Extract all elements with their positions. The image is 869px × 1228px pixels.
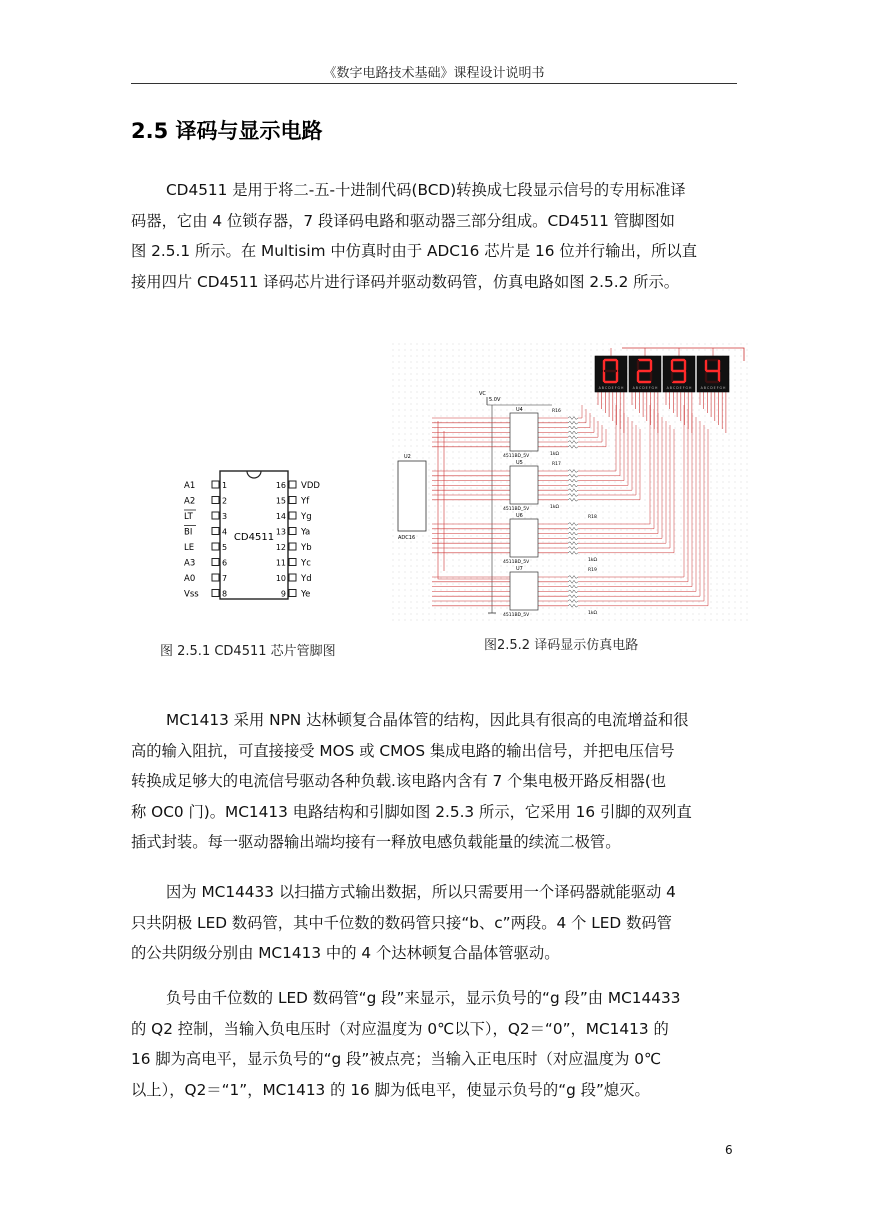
header-divider xyxy=(131,83,737,84)
decoder-chip xyxy=(510,519,538,557)
pin-number: 3 xyxy=(222,512,228,521)
paragraph-line: 因为 MC14433 以扫描方式输出数据，所以只需要用一个译码器就能驱动 4 xyxy=(166,883,676,901)
decoder-chip xyxy=(510,413,538,451)
paragraph-line: 图 2.5.1 所示。在 Multisim 中仿真时由于 ADC16 芯片是 16 位并行输出，所以直 xyxy=(131,242,698,260)
paragraph-line: 只共阴极 LED 数码管，其中千位数的数码管只接“b、c”两段。4 个 LED 数码管 xyxy=(131,913,672,932)
pin-number: 13 xyxy=(275,527,286,537)
pin-name: Yd xyxy=(301,574,312,584)
paragraph-line: 高的输入阻抗，可直接接受 MOS 或 CMOS 集成电路的输出信号，并把电压信号 xyxy=(131,741,675,760)
seven-segment-digit xyxy=(629,356,661,392)
pin-name: Vss xyxy=(184,589,199,600)
pin-name: Ye xyxy=(301,589,311,600)
pin-box xyxy=(212,543,219,550)
pin-name: A0 xyxy=(184,574,196,584)
page-number: 6 xyxy=(725,1143,733,1157)
paragraph-line: 接用四片 CD4511 译码芯片进行译码并驱动数码管，仿真电路如图 2.5.2 所示。 xyxy=(131,272,680,291)
page-header: 《数字电路技术基础》课程设计说明书 xyxy=(323,66,545,81)
resistor-ref: R16 xyxy=(552,409,561,414)
paragraph-line: MC1413 采用 NPN 达林顿复合晶体管的结构，因此具有很高的电流增益和很 xyxy=(166,711,689,729)
pin-name: A2 xyxy=(184,496,196,507)
pin-box xyxy=(289,574,296,581)
pin-box xyxy=(212,481,219,488)
paragraph-line: CD4511 是用于将二-五-十进制代码(BCD)转换成七段显示信号的专用标准译 xyxy=(166,181,686,199)
figure-decoder-simulation xyxy=(392,343,748,623)
pin-name: Ya xyxy=(301,527,311,538)
paragraph-negative-sign xyxy=(131,983,737,1105)
figure2-caption: 图2.5.2 译码显示仿真电路 xyxy=(484,638,639,653)
pin-number: 4 xyxy=(222,527,228,537)
pin-number: 9 xyxy=(280,589,286,599)
seven-segment-digit xyxy=(595,356,627,392)
pin-box xyxy=(289,528,296,535)
paragraph-line: 以上），Q2＝“1”，MC1413 的 16 脚为低电平，使显示负号的“g 段”熄灭。 xyxy=(131,1080,650,1099)
pin-number: 10 xyxy=(275,574,286,583)
pin-name: LE xyxy=(184,543,195,553)
pin-box xyxy=(289,512,296,519)
pin-box xyxy=(212,497,219,504)
pin-number: 16 xyxy=(275,481,286,490)
pin-box xyxy=(212,574,219,581)
paragraph-cd4511-intro xyxy=(131,175,737,297)
decoder-part: 4511BD_5V xyxy=(503,560,530,565)
pin-number: 1 xyxy=(222,481,228,490)
resistor-ref: R18 xyxy=(588,515,597,520)
pin-number: 5 xyxy=(222,543,228,552)
pin-name: LT xyxy=(184,512,193,522)
section-title: 2.5 译码与显示电路 xyxy=(131,119,323,143)
chip-label: CD4511 xyxy=(233,532,275,543)
pin-box xyxy=(289,481,296,488)
figure1-caption: 图 2.5.1 CD4511 芯片管脚图 xyxy=(160,644,336,659)
pin-number: 12 xyxy=(275,543,286,552)
pin-number: 8 xyxy=(222,589,228,599)
pin-box xyxy=(289,497,296,504)
paragraph-line: 的公共阴级分别由 MC1413 中的 4 个达林顿复合晶体管驱动。 xyxy=(131,944,560,962)
adc-part-label: ADC16 xyxy=(398,535,416,541)
pin-number: 11 xyxy=(275,558,286,568)
decoder-simulation-circuit xyxy=(392,343,748,623)
resistor-ref: R19 xyxy=(588,568,597,573)
decoder-ref: U5 xyxy=(516,460,523,466)
pin-box xyxy=(212,528,219,535)
segment-pin-labels: A B C D E F G H xyxy=(598,386,624,390)
adc16-chip xyxy=(398,461,426,531)
pin-name: A3 xyxy=(184,558,196,569)
pin-name: Yb xyxy=(301,543,312,553)
segment-pin-labels: A B C D E F G H xyxy=(666,386,692,390)
pin-name: Yc xyxy=(301,558,311,569)
pin-number: 15 xyxy=(275,496,286,506)
decoder-ref: U6 xyxy=(516,513,523,519)
pin-box xyxy=(212,512,219,519)
paragraph-line: 插式封装。每一驱动器输出端均接有一释放电感负载能量的续流二极管。 xyxy=(131,833,621,851)
pin-name: Yg xyxy=(301,512,312,522)
vcc-voltage-label: 5.0V xyxy=(489,397,501,403)
decoder-ref: U4 xyxy=(516,407,523,413)
segment-pin-labels: A B C D E F G H xyxy=(632,386,658,390)
decoder-part: 4511BD_5V xyxy=(503,454,530,459)
right-pin-group xyxy=(276,481,321,600)
resistor-value: 1kΩ xyxy=(550,505,559,510)
decoder-part: 4511BD_5V xyxy=(503,613,530,618)
cd4511-pinout-diagram xyxy=(175,465,345,605)
paragraph-line: 称 OC0 门)。MC1413 电路结构和引脚如图 2.5.3 所示，它采用 16 引脚的双列直 xyxy=(131,802,692,821)
adc-ref-label: U2 xyxy=(404,454,411,460)
seven-segment-digit xyxy=(697,356,729,392)
pin-box xyxy=(289,543,296,550)
paragraph-line: 负号由千位数的 LED 数码管“g 段”来显示，显示负号的“g 段”由 MC14433 xyxy=(166,989,681,1007)
vcc-label: VC xyxy=(479,391,486,397)
pin-box xyxy=(289,590,296,597)
pin-number: 2 xyxy=(222,496,228,506)
paragraph-line: 码器，它由 4 位锁存器，7 段译码电路和驱动器三部分组成。CD4511 管脚图如 xyxy=(131,211,675,230)
pin-name: BI xyxy=(184,527,193,538)
paragraph-line: 的 Q2 控制，当输入负电压时（对应温度为 0℃以下），Q2＝“0”，MC1413 的 xyxy=(131,1019,669,1038)
resistor-value: 1kΩ xyxy=(588,558,597,563)
chip-notch xyxy=(247,471,261,478)
pin-box xyxy=(289,559,296,566)
decoder-chip xyxy=(510,466,538,504)
paragraph-line: 转换成足够大的电流信号驱动各种负载.该电路内含有 7 个集电极开路反相器(也 xyxy=(131,772,667,790)
resistor-value: 1kΩ xyxy=(588,611,597,616)
pin-box xyxy=(212,590,219,597)
figure-cd4511-pinout xyxy=(175,465,345,605)
paragraph-line: 16 脚为高电平，显示负号的“g 段”被点亮；当输入正电压时（对应温度为 0℃ xyxy=(131,1050,662,1068)
segment-pin-labels: A B C D E F G H xyxy=(700,386,726,390)
paragraph-mc14433-scan xyxy=(131,877,737,969)
decoder-chip xyxy=(510,572,538,610)
pin-number: 14 xyxy=(275,512,286,521)
decoder-part: 4511BD_5V xyxy=(503,507,530,512)
pin-name: VDD xyxy=(301,481,320,491)
pin-number: 6 xyxy=(222,558,228,568)
paragraph-mc1413 xyxy=(131,705,737,858)
seven-segment-digit xyxy=(663,356,695,392)
pin-box xyxy=(212,559,219,566)
pin-name: A1 xyxy=(184,481,196,491)
pin-number: 7 xyxy=(222,574,228,583)
pin-name: Yf xyxy=(301,496,310,507)
resistor-ref: R17 xyxy=(552,462,561,467)
decoder-ref: U7 xyxy=(516,566,523,572)
resistor-value: 1kΩ xyxy=(550,452,559,457)
